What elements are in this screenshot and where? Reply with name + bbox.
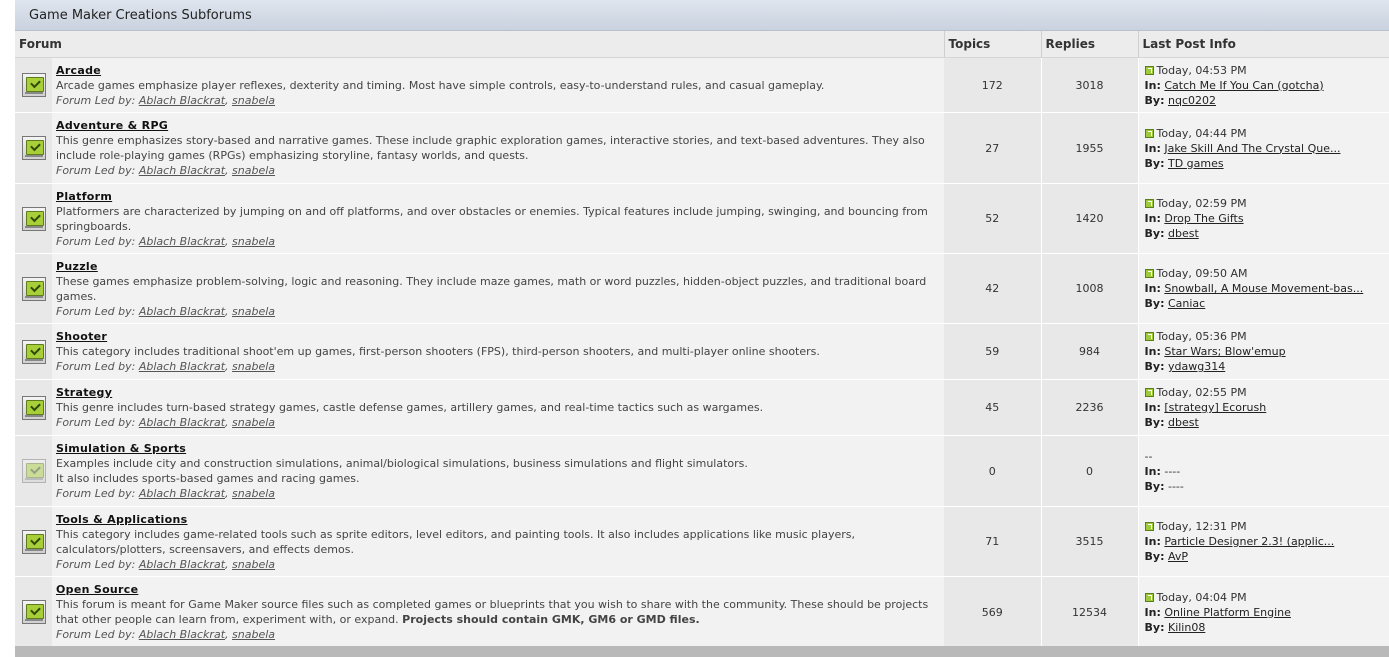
forum-status-cell bbox=[15, 507, 52, 577]
last-post-icon[interactable] bbox=[1145, 522, 1154, 531]
forum-description: This genre includes turn-based strategy games, castle defense games, artillery games, and real-time tactics such as wargames. bbox=[56, 401, 764, 414]
last-post-topic-link[interactable]: Online Platform Engine bbox=[1164, 605, 1291, 619]
forum-info-cell bbox=[52, 507, 944, 577]
last-post-cell bbox=[1138, 113, 1389, 184]
table-header-row bbox=[15, 31, 1389, 58]
last-post-time: Today, 02:59 PM bbox=[1156, 197, 1247, 210]
replies-count: 2236 bbox=[1041, 380, 1138, 436]
last-post-author-link[interactable]: dbest bbox=[1167, 227, 1199, 240]
last-post-author-link[interactable]: nqc0202 bbox=[1167, 93, 1216, 107]
forum-description: These games emphasize problem-solving, logic and reasoning. They include maze games, math or word puzzles, hidden-object puzzles, and traditional board games. bbox=[56, 274, 927, 303]
last-post-author-link[interactable]: AvP bbox=[1167, 550, 1189, 563]
leader-link[interactable]: snabela bbox=[232, 416, 276, 429]
last-post-time: Today, 09:50 AM bbox=[1156, 267, 1248, 280]
forum-leaders: Forum Led by: Ablach Blackrat, snabela bbox=[56, 93, 276, 107]
forum-description-bold: Projects should contain GMK, GM6 or GMD files. bbox=[402, 613, 700, 626]
table-row bbox=[15, 324, 1389, 380]
topics-count: 172 bbox=[944, 58, 1041, 113]
last-post-topic: ---- bbox=[1164, 464, 1181, 478]
topics-count: 59 bbox=[944, 324, 1041, 380]
replies-count: 1420 bbox=[1041, 184, 1138, 254]
last-post-topic-link[interactable]: Snowball, A Mouse Movement-bas... bbox=[1164, 282, 1364, 295]
in-label: In: bbox=[1144, 464, 1161, 478]
leader-link[interactable]: Ablach Blackrat bbox=[138, 487, 226, 500]
leader-link[interactable]: snabela bbox=[232, 360, 276, 373]
forum-leaders: Forum Led by: Ablach Blackrat, snabela bbox=[56, 628, 276, 641]
forum-info-cell bbox=[52, 324, 944, 380]
table-row bbox=[15, 58, 1389, 113]
forum-description: Examples include city and construction simulations, animal/biological simulations, business simulations and flight simulators. It also includes sports-based games and racing games. bbox=[56, 457, 748, 485]
forum-leaders: Forum Led by: Ablach Blackrat, snabela bbox=[56, 360, 276, 373]
forum-info-cell bbox=[52, 184, 944, 254]
topics-count: 42 bbox=[944, 254, 1041, 324]
leader-link[interactable]: Ablach Blackrat bbox=[138, 416, 226, 429]
in-label: In: bbox=[1144, 605, 1161, 619]
last-post-cell bbox=[1138, 184, 1389, 254]
leader-link[interactable]: Ablach Blackrat bbox=[138, 304, 226, 318]
forum-leaders: Forum Led by: Ablach Blackrat, snabela bbox=[56, 304, 276, 318]
leader-link[interactable]: Ablach Blackrat bbox=[138, 164, 226, 177]
new-posts-icon[interactable] bbox=[22, 277, 46, 301]
table-row bbox=[15, 577, 1389, 648]
forum-link[interactable]: Shooter bbox=[56, 330, 108, 343]
section-title: Game Maker Creations Subforums bbox=[15, 0, 1389, 31]
new-posts-icon[interactable] bbox=[22, 530, 46, 554]
replies-count: 0 bbox=[1041, 436, 1138, 507]
last-post-icon[interactable] bbox=[1145, 199, 1154, 208]
forum-link[interactable]: Strategy bbox=[56, 386, 113, 399]
last-post-cell bbox=[1138, 436, 1389, 507]
forum-info-cell bbox=[52, 58, 944, 113]
forum-info-cell bbox=[52, 436, 944, 507]
by-label: By: bbox=[1144, 360, 1165, 373]
table-row bbox=[15, 380, 1389, 436]
last-post-icon[interactable] bbox=[1145, 269, 1154, 278]
last-post-author-link[interactable]: dbest bbox=[1167, 416, 1199, 429]
by-label: By: bbox=[1144, 227, 1165, 240]
by-label: By: bbox=[1144, 479, 1165, 493]
leader-link[interactable]: Ablach Blackrat bbox=[138, 628, 226, 641]
last-post-cell bbox=[1138, 254, 1389, 324]
last-post-author-link[interactable]: Kilin08 bbox=[1167, 620, 1206, 634]
topics-count: 0 bbox=[944, 436, 1041, 507]
last-post-cell bbox=[1138, 380, 1389, 436]
by-label: By: bbox=[1144, 416, 1165, 429]
new-posts-icon[interactable] bbox=[22, 207, 46, 231]
topics-count: 27 bbox=[944, 113, 1041, 184]
new-posts-icon[interactable] bbox=[22, 73, 46, 97]
forum-description: Platformers are characterized by jumping on and off platforms, and over obstacles or enemies. Typical features include jumping, swinging, and bouncing from springboards. bbox=[56, 204, 928, 233]
replies-count: 1008 bbox=[1041, 254, 1138, 324]
last-post-cell bbox=[1138, 507, 1389, 577]
replies-count: 3515 bbox=[1041, 507, 1138, 577]
by-label: By: bbox=[1144, 620, 1165, 634]
forum-status-cell bbox=[15, 58, 52, 113]
in-label: In: bbox=[1144, 78, 1161, 92]
forum-info-cell bbox=[52, 113, 944, 184]
forum-link[interactable]: Platform bbox=[56, 189, 113, 203]
last-post-author-link[interactable]: ydawg314 bbox=[1167, 360, 1226, 373]
replies-count: 1955 bbox=[1041, 113, 1138, 184]
header-last-post: Last Post Info bbox=[1138, 31, 1389, 58]
topics-count: 45 bbox=[944, 380, 1041, 436]
table-row bbox=[15, 436, 1389, 507]
leader-link[interactable]: snabela bbox=[232, 628, 276, 641]
last-post-time: Today, 04:04 PM bbox=[1156, 590, 1247, 604]
last-post-topic-link[interactable]: Jake Skill And The Crystal Que... bbox=[1164, 141, 1341, 155]
new-posts-icon[interactable] bbox=[22, 340, 46, 364]
last-post-time: Today, 04:44 PM bbox=[1156, 126, 1247, 140]
last-post-time: Today, 05:36 PM bbox=[1156, 330, 1247, 343]
in-label: In: bbox=[1144, 212, 1161, 225]
by-label: By: bbox=[1144, 156, 1165, 170]
subforums-panel bbox=[15, 0, 1389, 648]
leader-link[interactable]: Ablach Blackrat bbox=[138, 557, 226, 571]
topics-count: 52 bbox=[944, 184, 1041, 254]
forum-description: This category includes game-related tools such as sprite editors, level editors, and painting tools. It also includes applications like music players, calculators/plotters, screensavers, and effects demos. bbox=[56, 527, 855, 556]
forum-status-cell bbox=[15, 436, 52, 507]
last-post-cell bbox=[1138, 324, 1389, 380]
leader-link[interactable]: snabela bbox=[232, 234, 276, 248]
forum-leaders: Forum Led by: Ablach Blackrat, snabela bbox=[56, 557, 276, 571]
forum-status-cell bbox=[15, 577, 52, 648]
last-post-author-link[interactable]: TD games bbox=[1167, 156, 1224, 170]
leader-link[interactable]: snabela bbox=[232, 93, 276, 107]
last-post-author: ---- bbox=[1167, 479, 1184, 493]
in-label: In: bbox=[1144, 141, 1161, 155]
forum-table bbox=[15, 31, 1389, 648]
forum-link[interactable]: Simulation & Sports bbox=[56, 442, 187, 455]
replies-count: 3018 bbox=[1041, 58, 1138, 113]
leader-link[interactable]: Ablach Blackrat bbox=[138, 234, 226, 248]
leader-link[interactable]: snabela bbox=[232, 164, 276, 177]
last-post-topic-link[interactable]: Drop The Gifts bbox=[1164, 212, 1244, 225]
table-row bbox=[15, 184, 1389, 254]
forum-leaders: Forum Led by: Ablach Blackrat, snabela bbox=[56, 164, 276, 177]
last-post-time: Today, 02:55 PM bbox=[1156, 386, 1247, 399]
leader-link[interactable]: snabela bbox=[232, 557, 276, 571]
last-post-topic-link[interactable]: Catch Me If You Can (gotcha) bbox=[1164, 78, 1324, 92]
leader-link[interactable]: snabela bbox=[232, 304, 276, 318]
forum-info-cell bbox=[52, 577, 944, 648]
last-post-icon[interactable] bbox=[1145, 129, 1154, 138]
table-row bbox=[15, 507, 1389, 577]
last-post-icon[interactable] bbox=[1145, 332, 1154, 341]
last-post-icon[interactable] bbox=[1145, 66, 1154, 75]
in-label: In: bbox=[1144, 282, 1161, 295]
topics-count: 569 bbox=[944, 577, 1041, 648]
last-post-time: Today, 12:31 PM bbox=[1156, 520, 1247, 533]
forum-link[interactable]: Puzzle bbox=[56, 259, 98, 273]
last-post-topic-link[interactable]: Particle Designer 2.3! (applic... bbox=[1164, 535, 1335, 548]
forum-leaders: Forum Led by: Ablach Blackrat, snabela bbox=[56, 487, 276, 500]
last-post-author-link[interactable]: Caniac bbox=[1167, 297, 1206, 310]
replies-count: 984 bbox=[1041, 324, 1138, 380]
new-posts-icon[interactable] bbox=[22, 600, 46, 624]
no-new-posts-icon[interactable] bbox=[22, 459, 46, 483]
last-post-cell bbox=[1138, 577, 1389, 648]
last-post-topic-link[interactable]: [strategy] Ecorush bbox=[1164, 401, 1267, 414]
new-posts-icon[interactable] bbox=[22, 136, 46, 160]
table-row bbox=[15, 113, 1389, 184]
by-label: By: bbox=[1144, 93, 1165, 107]
forum-status-cell bbox=[15, 184, 52, 254]
header-topics: Topics bbox=[944, 31, 1041, 58]
by-label: By: bbox=[1144, 297, 1165, 310]
forum-description: This forum is meant for Game Maker source files such as completed games or blueprints that you wish to share with the community. These should be projects that other people can learn from, experiment with, or expand. Projects should contain GMK, GM6 or GMD files. bbox=[56, 598, 929, 626]
forum-description: Arcade games emphasize player reflexes, dexterity and timing. Most have simple controls, easy-to-understand rules, and casual gameplay. bbox=[56, 78, 825, 92]
forum-status-cell bbox=[15, 324, 52, 380]
forum-status-cell bbox=[15, 380, 52, 436]
header-replies: Replies bbox=[1041, 31, 1138, 58]
last-post-time: Today, 04:53 PM bbox=[1156, 63, 1247, 77]
forum-link[interactable]: Open Source bbox=[56, 583, 139, 596]
by-label: By: bbox=[1144, 550, 1165, 563]
forum-status-cell bbox=[15, 254, 52, 324]
last-post-topic-link[interactable]: Star Wars; Blow'emup bbox=[1164, 345, 1286, 358]
forum-status-cell bbox=[15, 113, 52, 184]
forum-leaders: Forum Led by: Ablach Blackrat, snabela bbox=[56, 234, 276, 248]
in-label: In: bbox=[1144, 345, 1161, 358]
forum-link[interactable]: Adventure & RPG bbox=[56, 119, 169, 132]
in-label: In: bbox=[1144, 535, 1161, 548]
replies-count: 12534 bbox=[1041, 577, 1138, 648]
last-post-time: -- bbox=[1144, 449, 1153, 463]
leader-link[interactable]: Ablach Blackrat bbox=[138, 93, 226, 107]
last-post-icon[interactable] bbox=[1145, 593, 1154, 602]
in-label: In: bbox=[1144, 401, 1161, 414]
forum-link[interactable]: Arcade bbox=[56, 63, 102, 77]
leader-link[interactable]: Ablach Blackrat bbox=[138, 360, 226, 373]
forum-description: This category includes traditional shoot'em up games, first-person shooters (FPS), third-person shooters, and multi-player online shooters. bbox=[56, 345, 820, 358]
forum-info-cell bbox=[52, 254, 944, 324]
last-post-icon[interactable] bbox=[1145, 388, 1154, 397]
leader-link[interactable]: snabela bbox=[232, 487, 276, 500]
last-post-cell bbox=[1138, 58, 1389, 113]
table-footer bbox=[15, 646, 1389, 657]
header-forum: Forum bbox=[15, 31, 944, 58]
table-row bbox=[15, 254, 1389, 324]
forum-info-cell bbox=[52, 380, 944, 436]
forum-link[interactable]: Tools & Applications bbox=[56, 512, 188, 526]
forum-leaders: Forum Led by: Ablach Blackrat, snabela bbox=[56, 416, 276, 429]
new-posts-icon[interactable] bbox=[22, 396, 46, 420]
topics-count: 71 bbox=[944, 507, 1041, 577]
forum-description: This genre emphasizes story-based and narrative games. These include graphic exploration games, interactive stories, and text-based adventures. They also include role-playing games (RPGs) emphasizing storyline, fantasy worlds, and quests. bbox=[56, 134, 925, 162]
